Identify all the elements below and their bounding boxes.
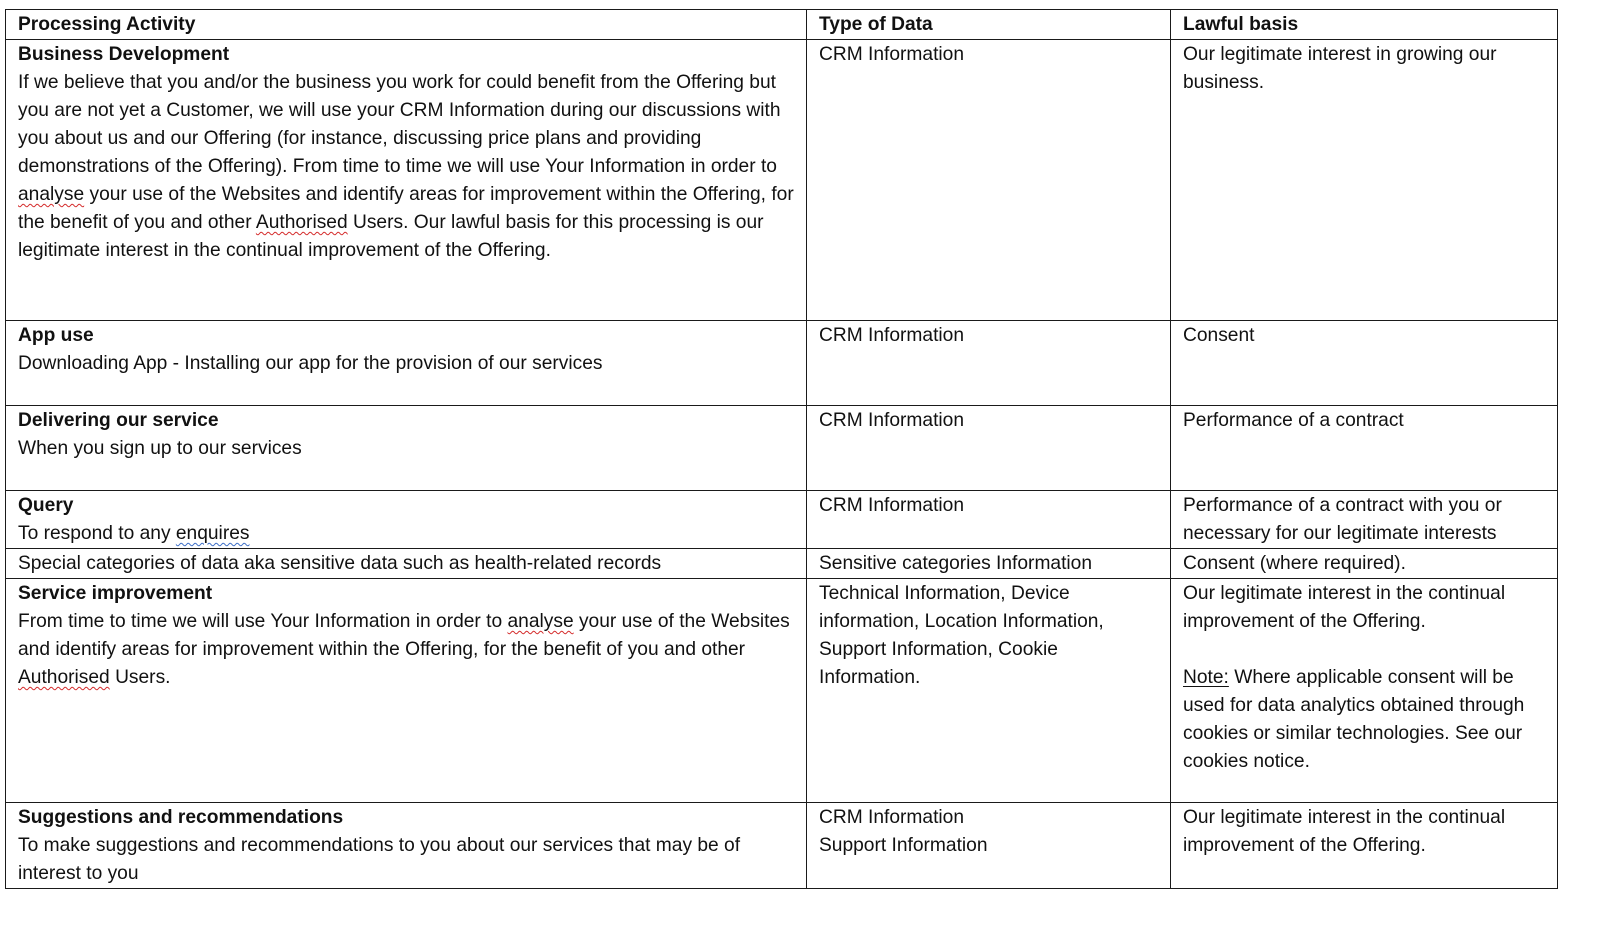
activity-description: When you sign up to our services [18, 438, 302, 459]
lawful-basis-cell: Performance of a contract with you or necessary for our legitimate interests [1171, 491, 1558, 549]
activity-title: Delivering our service [18, 410, 219, 431]
table-row-app-use [6, 321, 1558, 406]
activity-cell [6, 579, 807, 803]
table-row-service-improvement [6, 579, 1558, 803]
spellcheck-word-analyse[interactable]: analyse [18, 184, 85, 205]
lawful-basis-cell: Our legitimate interest in the continual improvement of the Offering. [1171, 803, 1558, 889]
activity-cell [6, 406, 807, 491]
description-text: Users. Our lawful basis for this processing is our legitimate interest in the continual improvement of the Offering. [18, 212, 764, 261]
spellcheck-word-authorised[interactable]: Authorised [18, 667, 110, 688]
activity-cell [6, 321, 807, 406]
description-text: Users. [109, 667, 171, 688]
activity-description: To make suggestions and recommendations to you about our services that may be of interest to you [18, 835, 741, 884]
data-type-cell: CRM Information [807, 40, 1171, 321]
table-row-query [6, 491, 1558, 549]
data-type-cell: CRM Information [807, 321, 1171, 406]
note-text: Where applicable consent will be used for data analytics obtained through cookies or similar technologies. See our cookies notice. [1183, 667, 1525, 772]
lawful-basis-cell: Consent (where required). [1171, 549, 1558, 579]
data-type-item: CRM Information [819, 807, 965, 828]
header-lawful-basis: Lawful basis [1171, 10, 1558, 40]
spellcheck-word-enquires[interactable]: enquires [175, 523, 250, 544]
activity-cell [6, 803, 807, 889]
lawful-basis-cell: Performance of a contract [1171, 406, 1558, 491]
note-label: Note: [1183, 667, 1229, 688]
data-type-cell: Technical Information, Device information, Location Information, Support Information, Cookie Information. [807, 579, 1171, 803]
lawful-basis-cell: Our legitimate interest in growing our business. [1171, 40, 1558, 321]
processing-activities-table [5, 9, 1558, 889]
activity-description [18, 611, 790, 688]
activity-title: Suggestions and recommendations [18, 807, 344, 828]
activity-description [18, 520, 795, 548]
activity-cell: Special categories of data aka sensitive data such as health-related records [6, 549, 807, 579]
data-type-item: Support Information [819, 835, 988, 856]
description-text: your use of the Websites and identify areas for improvement within the Offering, for the benefit of you and other [18, 611, 790, 660]
description-text: To respond to any [18, 523, 176, 544]
paragraph-spacer [1183, 636, 1546, 664]
lawful-basis-text: Our legitimate interest in the continual improvement of the Offering. [1183, 583, 1506, 632]
lawful-basis-note [1183, 664, 1546, 776]
data-type-cell: Sensitive categories Information [807, 549, 1171, 579]
table-row-special-categories [6, 549, 1558, 579]
description-text: If we believe that you and/or the business you work for could benefit from the Offering but you are not yet a Customer, we will use your CRM Information during our discussions with you about us and our Offering (for instance, discussing price plans and providing demonstrations of the Offering). From time to time we will use Your Information in order to [18, 72, 781, 177]
activity-title: Query [18, 495, 74, 516]
activity-description [18, 72, 794, 261]
activity-cell [6, 491, 807, 549]
table-row-delivering-service [6, 406, 1558, 491]
spellcheck-word-authorised[interactable]: Authorised [255, 212, 348, 233]
header-processing-activity: Processing Activity [6, 10, 807, 40]
data-type-cell: CRM Information [807, 491, 1171, 549]
data-type-cell: CRM Information [807, 406, 1171, 491]
table-row-business-development [6, 40, 1558, 321]
activity-title: Business Development [18, 44, 230, 65]
table-header-row [6, 10, 1558, 40]
description-text: From time to time we will use Your Information in order to [18, 611, 508, 632]
header-type-of-data: Type of Data [807, 10, 1171, 40]
lawful-basis-cell: Consent [1171, 321, 1558, 406]
activity-description: Downloading App - Installing our app for the provision of our services [18, 353, 603, 374]
table-row-suggestions [6, 803, 1558, 889]
description-text: your use of the Websites and identify areas for improvement within the Offering, for the benefit of you and other [18, 184, 794, 233]
activity-title: App use [18, 325, 94, 346]
activity-title: Service improvement [18, 583, 213, 604]
spellcheck-word-analyse[interactable]: analyse [507, 611, 574, 632]
data-type-cell [807, 803, 1171, 889]
lawful-basis-cell [1171, 579, 1558, 803]
activity-cell [6, 40, 807, 321]
